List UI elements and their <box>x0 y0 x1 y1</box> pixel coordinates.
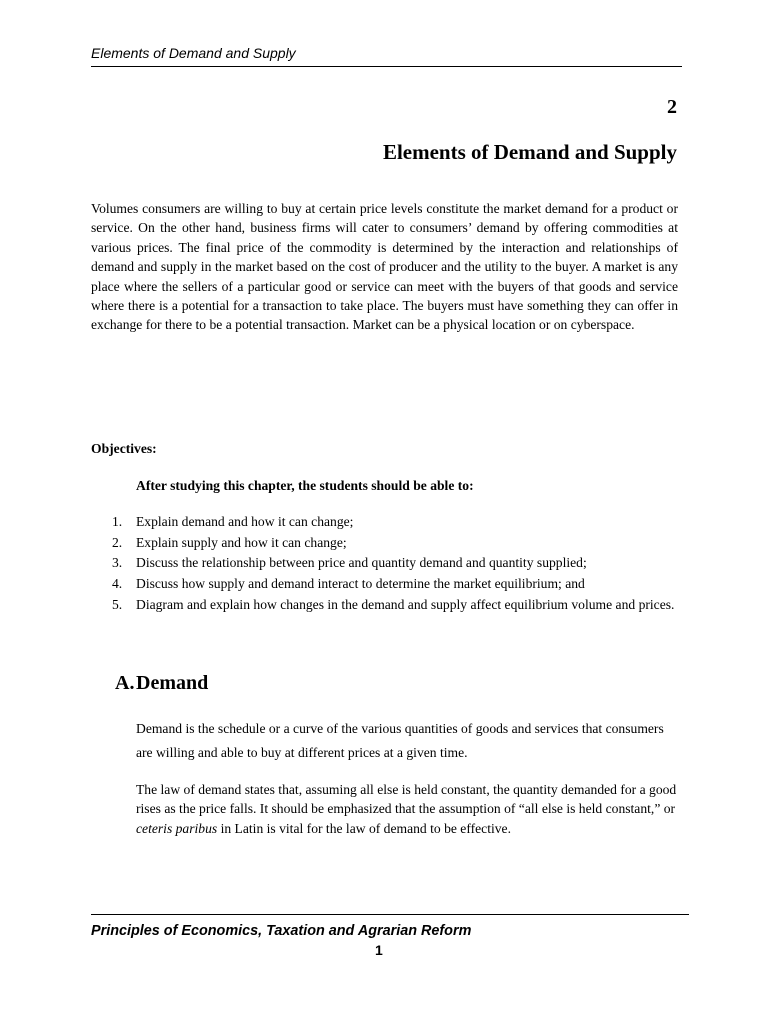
objectives-heading: Objectives: <box>91 441 157 456</box>
list-item-number: 5. <box>112 596 123 612</box>
list-item <box>91 553 681 574</box>
list-item-text: Discuss the relationship between price and quantity demand and quantity supplied; <box>136 555 587 571</box>
demand-definition-paragraph: Demand is the schedule or a curve of the various quantities of goods and services that consumers are willing and able to buy at different prices at a given time. <box>136 721 664 760</box>
section-letter: A. <box>115 672 135 694</box>
list-item-text: Explain demand and how it can change; <box>136 514 354 529</box>
chapter-title: Elements of Demand and Supply <box>382 140 677 164</box>
list-item-text: Discuss how supply and demand interact to determine the market equilibrium; and <box>136 576 585 592</box>
list-item <box>91 533 681 554</box>
list-item-number: 2. <box>112 534 123 550</box>
footer-divider <box>91 914 689 915</box>
objectives-intro: After studying this chapter, the students should be able to: <box>136 478 474 493</box>
intro-paragraph: Volumes consumers are willing to buy at certain price levels constitute the market demand for a product or service. On the other hand, business firms will cater to consumers’ demand by offering commodities at various prices. The final price of the commodity is determined by the interaction and relationships of demand and supply in the market based on the cost of producer and the utility to the buyer. A market is any place where the sellers of a particular good or service can meet with the buyers of that goods and service where there is a potential for a transaction to take place. The buyers must have something they can offer in exchange for there to be a potential transaction. Market can be a physical location or on cyberspace. <box>91 201 678 333</box>
law-of-demand-text-end: in Latin is vital for the law of demand to be effective. <box>217 820 511 836</box>
objectives-list <box>91 512 681 616</box>
page-number: 1 <box>375 942 383 958</box>
list-item <box>91 595 681 616</box>
list-item-text: Explain supply and how it can change; <box>136 534 347 550</box>
header-divider <box>91 66 682 67</box>
running-header: Elements of Demand and Supply <box>91 45 296 61</box>
law-of-demand-paragraph <box>136 780 681 838</box>
section-heading-demand <box>115 672 208 695</box>
ceteris-paribus-term: ceteris paribus <box>136 820 218 836</box>
list-item-text: Diagram and explain how changes in the demand and supply affect equilibrium volume and prices. <box>136 596 675 612</box>
list-item <box>91 574 681 595</box>
list-item <box>91 512 681 533</box>
list-item-number: 3. <box>112 555 123 571</box>
law-of-demand-text-start: The law of demand states that, assuming all else is held constant, the quantity demanded for a good rises as the price falls. It should be emphasized that the assumption of “all else is held constant,” or <box>136 782 677 817</box>
section-title: Demand <box>136 672 209 694</box>
footer-book-title: Principles of Economics, Taxation and Agrarian Reform <box>91 923 472 939</box>
chapter-number: 2 <box>667 96 677 118</box>
list-item-number: 1. <box>112 514 123 529</box>
list-item-number: 4. <box>112 576 123 592</box>
